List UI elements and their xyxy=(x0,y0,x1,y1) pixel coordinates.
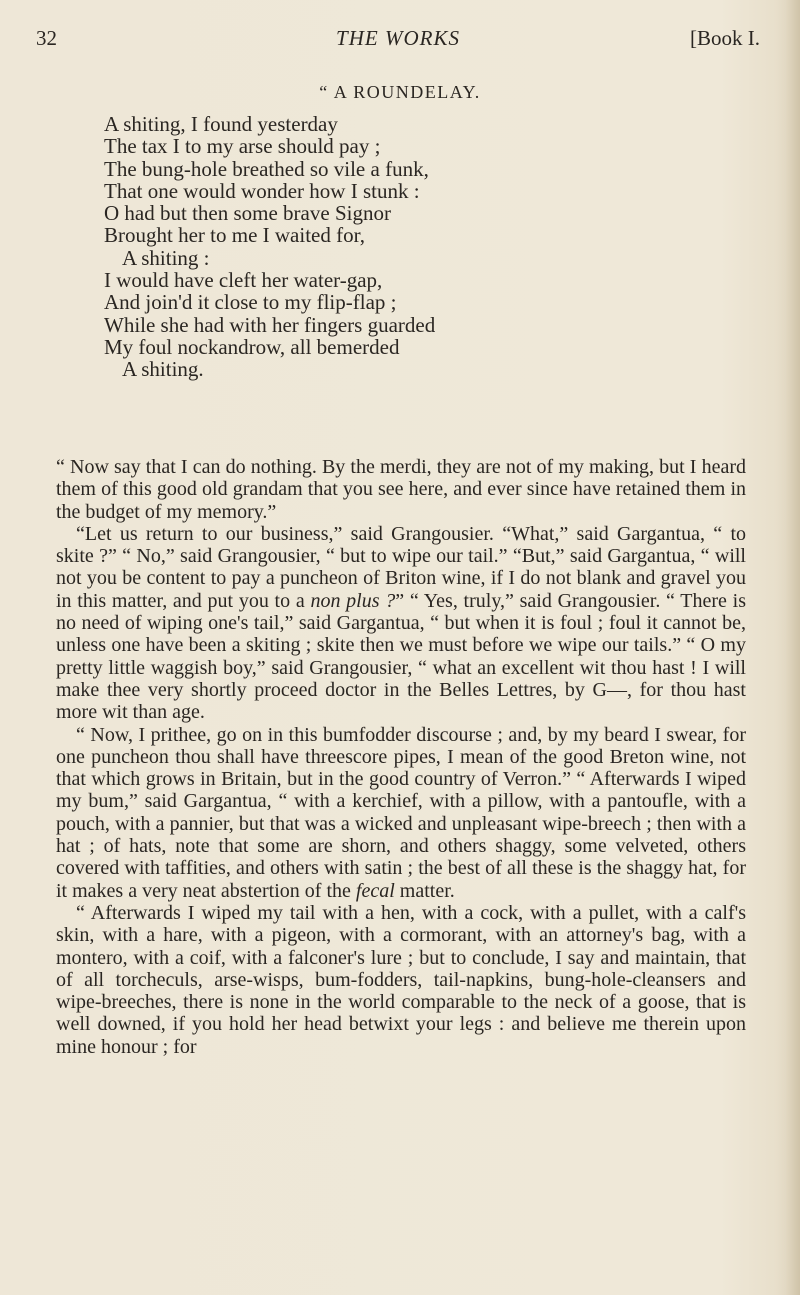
paragraph-text: “Let us return to our business,” said Grangousier. “What,” said Gargantua, “ to skite ?” “ No,” said Grangousier, “ but to wipe our tail.” “But,” said Gargantua, “ will not you be content to pay a puncheon of Briton wine, if I do not blank and gravel you in this matter, and put you to a xyxy=(56,522,746,612)
poem-refrain: A shiting. xyxy=(122,357,204,382)
prose-body xyxy=(56,456,746,1058)
paragraph-text: ” “ Yes, truly,” said Grangousier. “ There is no need of wiping one's tail,” said Gargantua, “ but when it is foul ; foul it cannot be, unless one have been a skiting ; skite then we must before we wipe our tails.” “ O my pretty little waggish boy,” said Grangousier, “ what an excellent wit thou hast ! I will make thee very shortly proceed doctor in the Belles Lettres, by G—, for thou hast more wit than age. xyxy=(56,589,747,724)
poem-line: A shiting, I found yesterday xyxy=(104,112,338,136)
poem-line: O had but then some brave Signor xyxy=(104,201,391,226)
poem-line: And join'd it close to my flip-flap ; xyxy=(104,290,397,315)
poem-line: The bung-hole breathed so vile a funk, xyxy=(104,156,429,181)
poem xyxy=(104,113,744,381)
poem-line: I would have cleft her water-gap, xyxy=(104,268,383,293)
paragraph: “ Afterwards I wiped my tail with a hen, with a cock, with a pullet, with a calf's skin, with a hare, with a pigeon, with a cormorant, with an attorney's bag, with a montero, with a coif, with a falconer's lure ; but to conclude, I say and maintain, that of all torcheculs, arse-wisps, bum-fodders, tail-napkins, bung-hole-cleansers and wipe-breeches, there is none in the world comparable to the neck of a goose, that is well downed, if you hold her head betwixt your legs : and believe me therein upon mine honour ; for xyxy=(56,901,746,1058)
poem-line: That one would wonder how I stunk : xyxy=(104,178,420,203)
paragraph: “ Now say that I can do nothing. By the merdi, they are not of my making, but I heard them of this good old grandam that you see here, and ever since have retained them in the budget of my memory.” xyxy=(56,456,746,523)
poem-line: My foul nockandrow, all bemerded xyxy=(104,334,400,359)
poem-refrain: A shiting : xyxy=(122,245,210,270)
poem-title: “ A ROUNDELAY. xyxy=(319,82,481,102)
paragraph xyxy=(56,724,746,902)
book-marker: [Book I. xyxy=(690,26,760,50)
running-head xyxy=(36,26,760,56)
running-title: THE WORKS xyxy=(336,26,460,50)
poem-line: While she had with her fingers guarded xyxy=(104,312,436,337)
italic-text: non plus ? xyxy=(310,589,396,612)
page-number: 32 xyxy=(36,26,57,50)
poem-line: Brought her to me I waited for, xyxy=(104,223,366,248)
paragraph xyxy=(56,523,746,724)
italic-text: fecal xyxy=(355,879,395,902)
poem-line: The tax I to my arse should pay ; xyxy=(104,134,381,159)
paragraph-text: “ Now, I prithee, go on in this bumfodder discourse ; and, by my beard I swear, for one puncheon thou shall have threescore pipes, I mean of the good Breton wine, not that which grows in Britain, but in the good country of Verron.” “ Afterwards I wiped my bum,” said Gargantua, “ with a kerchief, with a pillow, with a pantoufle, with a pouch, with a pannier, but that was a wicked and unpleasant wipe-breech ; then with a hat ; of hats, note that some are shorn, and others shaggy, some velveted, others covered with taffities, and others with satin ; the best of all these is the shaggy hat, for it makes a very neat abstertion of the xyxy=(56,723,746,902)
paragraph-text: matter. xyxy=(394,879,455,902)
page-edge xyxy=(786,0,800,1295)
